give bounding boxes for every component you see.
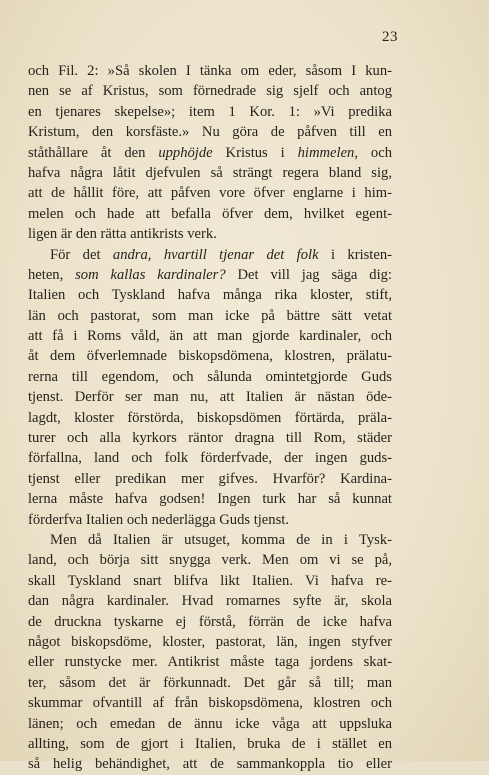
text-line: skall Tyskland snart blifva likt Italien. Vi hafva re- [28, 572, 392, 589]
text-line: nen se af Kristus, som förnedrade sig sjelf och antog [28, 83, 392, 100]
text-line: att få i Roms våld, än att man gjorde kardinaler, och [28, 328, 392, 345]
text-line: För det andra, hvartill tjenar det folk i kristen- [50, 246, 392, 263]
text-line: tjenst. Derför ser man nu, att Italien är nästan öde- [28, 389, 392, 406]
text-line: ligen är den rätta antikrists verk. [28, 226, 217, 243]
text-line: en tjenares skepelse»; item 1 Kor. 1: »Vi predika [28, 103, 392, 120]
text-line: dan några kardinaler. Hvad romarnes syfte är, skola [28, 593, 392, 610]
text-line: hafva några låtit djefvulen så strängt regera bland sig, [28, 164, 392, 181]
text-line: turer och alla kyrkors räntor dragna till Rom, städer [28, 430, 392, 447]
text-line: länen; och emedan de ännu icke våga att uppsluka [28, 715, 392, 732]
text-line: Men då Italien är utsuget, komma de in i Tysk- [50, 531, 392, 548]
text-line: lagdt, kloster förstörda, biskopsdömen förtärda, präla- [28, 409, 392, 426]
text-line: tjenst eller predikan mer gifves. Hvarför? Kardina- [28, 470, 392, 487]
text-line: och Fil. 2: »Så skolen I tänka om eder, såsom I kun- [28, 63, 392, 79]
text-line: förfallna, land och folk förderfvade, der ingen guds- [28, 450, 392, 467]
text-line: rerna till egendom, och sålunda omintetgjorde Guds [28, 368, 392, 385]
text-line: förderfva Italien och nederlägga Guds tjenst. [28, 511, 289, 528]
text-line: skummar ofvantill af från biskopsdömena, klostren och [28, 695, 392, 712]
text-line: land, och börja sitt snygga verk. Men om vi se på, [28, 552, 392, 569]
text-line: melen och hade att befalla öfver dem, hvilket egent- [28, 205, 392, 222]
text-line: heten, som kallas kardinaler? Det vill jag säga dig: [28, 266, 392, 283]
body-text [28, 61, 392, 775]
text-line: åt dem öfverlemnade biskopsdömena, klostren, prälatu- [28, 348, 392, 365]
text-line: så helig behändighet, att de sammankoppla tio eller [28, 756, 392, 773]
text-line: något biskopsdöme, kloster, pastorat, län, ingen styfver [28, 633, 392, 650]
text-line: allting, som de gjort i Italien, bruka de i stället en [28, 735, 392, 752]
text-line: ter, såsom det är förkunnadt. Det går så till; man [28, 674, 392, 691]
page-number: 23 [382, 29, 398, 45]
text-line: de druckna tyskarne ej förstå, förrän de icke hafva [28, 613, 392, 630]
text-line: ståthållare åt den upphöjde Kristus i himmelen, och [28, 144, 392, 161]
text-line: län och pastorat, som man icke på bättre sätt vetat [28, 307, 392, 324]
text-line: Kristum, den korsfäste.» Nu göra de påfven till en [28, 124, 392, 141]
text-line: Italien och Tyskland hafva många rika kloster, stift, [28, 287, 392, 304]
text-line: att de hållit före, att påfven vore öfver englarne i him- [28, 185, 392, 202]
text-line: eller runstycke mer. Antikrist måste taga jordens skat- [28, 654, 392, 671]
text-line: lerna måste hafva godsen! Ingen turk har så kunnat [28, 491, 392, 508]
